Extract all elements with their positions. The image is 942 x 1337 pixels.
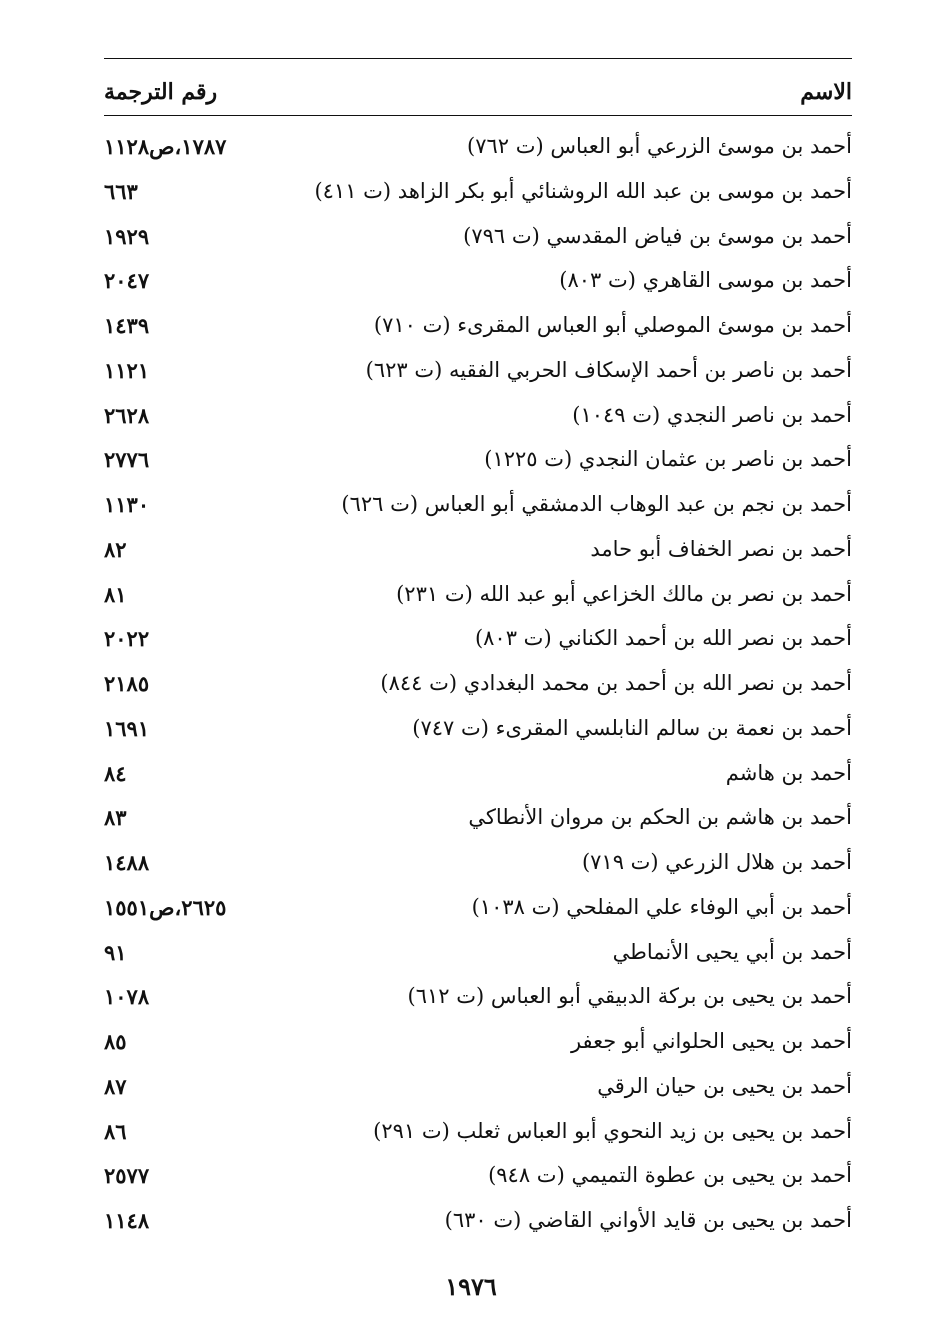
- entry-number: ٦٦٣: [104, 178, 138, 204]
- entry-number: ١١٤٨: [104, 1208, 150, 1233]
- index-entry: [104, 218, 852, 262]
- entry-name: أحمد بن ناصر النجدي (ت ١٠٤٩): [572, 402, 852, 427]
- index-entry: [104, 1068, 852, 1112]
- page-number: ١٩٧٦: [445, 1272, 497, 1301]
- entry-name: أحمد بن نصر بن مالك الخزاعي أبو عبد الله (ت ٢٣١): [396, 581, 852, 606]
- number-column-header: رقم الترجمة: [104, 79, 218, 105]
- entry-number: ٢٠٤٧: [104, 268, 150, 294]
- entry-name: أحمد بن هاشم بن الحكم بن مروان الأنطاكي: [468, 805, 852, 830]
- entry-number: ١٠٧٨: [104, 984, 150, 1010]
- entry-number: ٨٣: [104, 805, 127, 831]
- entry-name: أحمد بن يحيى بن حيان الرقي: [597, 1073, 852, 1098]
- index-entry: [104, 710, 852, 754]
- entry-name: أحمد بن موسى القاهري (ت ٨٠٣): [559, 268, 852, 293]
- entry-number: ٢٦٢٨: [104, 402, 150, 428]
- name-column-header: الاسم: [800, 79, 852, 105]
- entry-name: أحمد بن موسئ الزرعي أبو العباس (ت ٧٦٢): [467, 134, 852, 158]
- index-entry: [104, 1113, 852, 1157]
- entry-name: أحمد بن هلال الزرعي (ت ٧١٩): [581, 850, 852, 874]
- entry-name: أحمد بن أبي الوفاء علي المفلحي (ت ١٠٣٨): [471, 894, 852, 919]
- entry-name: أحمد بن موسئ الموصلي أبو العباس المقرىء (ت ٧١٠): [373, 313, 852, 337]
- entry-number: ١٤٨٨: [104, 850, 150, 875]
- entry-name: أحمد بن يحيى الحلواني أبو جعفر: [570, 1029, 852, 1053]
- index-entry: [104, 934, 852, 978]
- index-entry: [104, 1157, 852, 1201]
- index-entry: [104, 486, 852, 530]
- entry-number: ١٩٢٩: [104, 223, 150, 249]
- entry-number: ٨٥: [104, 1029, 127, 1054]
- index-entry: [104, 1023, 852, 1067]
- entry-number: ٨٧: [104, 1073, 127, 1099]
- entry-number: ٢٠٢٢: [104, 626, 150, 652]
- entry-number: ٩١: [104, 939, 127, 965]
- index-entry: [104, 441, 852, 485]
- entry-name: أحمد بن نصر الله بن أحمد بن محمد البغدادي (ت ٨٤٤): [380, 671, 852, 695]
- index-entry: [104, 262, 852, 306]
- entry-name: أحمد بن نصر الخفاف أبو حامد: [590, 536, 852, 561]
- entry-name: أحمد بن نصر الله بن أحمد الكناني (ت ٨٠٣): [474, 626, 852, 651]
- entry-number: ١٦٩١: [104, 715, 150, 741]
- entry-name: أحمد بن موسئ بن فياض المقدسي (ت ٧٩٦): [463, 223, 852, 248]
- header-rule: [104, 115, 852, 116]
- index-entry: [104, 844, 852, 888]
- index-entry: [104, 352, 852, 396]
- entry-number: ٨٦: [104, 1118, 127, 1144]
- entry-name: أحمد بن أبي يحيى الأنماطي: [612, 939, 852, 964]
- entry-list: [104, 128, 852, 1246]
- entry-number: ٢٦٢٥،ص١٥٥١: [104, 894, 227, 920]
- entry-number: ١٤٣٩: [104, 313, 150, 338]
- entry-name: أحمد بن ناصر بن أحمد الإسكاف الحربي الفقيه (ت ٦٢٣): [365, 357, 852, 382]
- index-entry: [104, 1202, 852, 1246]
- index-entry: [104, 755, 852, 799]
- entry-name: أحمد بن هاشم: [725, 760, 852, 785]
- entry-number: ٨١: [104, 581, 127, 607]
- entry-number: ٨٤: [104, 760, 127, 786]
- index-entry: [104, 620, 852, 664]
- top-rule: [104, 58, 852, 59]
- index-entry: [104, 307, 852, 351]
- entry-number: ٢٥٧٧: [104, 1163, 150, 1189]
- column-headers: [104, 79, 852, 113]
- entry-number: ٢٧٧٦: [104, 447, 150, 473]
- index-entry: [104, 397, 852, 441]
- entry-name: أحمد بن يحيى بن بركة الدبيقي أبو العباس (ت ٦١٢): [407, 984, 852, 1009]
- entry-name: أحمد بن يحيى بن زيد النحوي أبو العباس ثعلب (ت ٢٩١): [373, 1118, 852, 1143]
- entry-name: أحمد بن يحيى بن قايد الأواني القاضي (ت ٦٣٠): [444, 1208, 852, 1232]
- entry-name: أحمد بن يحيى بن عطوة التميمي (ت ٩٤٨): [488, 1163, 852, 1188]
- entry-name: أحمد بن موسى بن عبد الله الروشنائي أبو بكر الزاهد (ت ٤١١): [314, 178, 852, 203]
- entry-name: أحمد بن نجم بن عبد الوهاب الدمشقي أبو العباس (ت ٦٢٦): [341, 492, 852, 516]
- entry-name: أحمد بن نعمة بن سالم النابلسي المقرىء (ت ٧٤٧): [412, 715, 852, 740]
- index-entry: [104, 173, 852, 217]
- entry-number: ٢١٨٥: [104, 671, 150, 696]
- entry-number: ١٧٨٧،ص١١٢٨: [104, 134, 227, 159]
- index-entry: [104, 128, 852, 172]
- index-entry: [104, 576, 852, 620]
- index-entry: [104, 978, 852, 1022]
- index-entry: [104, 665, 852, 709]
- index-entry: [104, 799, 852, 843]
- index-entry: [104, 889, 852, 933]
- entry-name: أحمد بن ناصر بن عثمان النجدي (ت ١٢٢٥): [484, 447, 852, 472]
- entry-number: ٨٢: [104, 536, 127, 562]
- index-entry: [104, 531, 852, 575]
- entry-number: ١١٢١: [104, 357, 150, 383]
- entry-number: ١١٣٠: [104, 492, 150, 517]
